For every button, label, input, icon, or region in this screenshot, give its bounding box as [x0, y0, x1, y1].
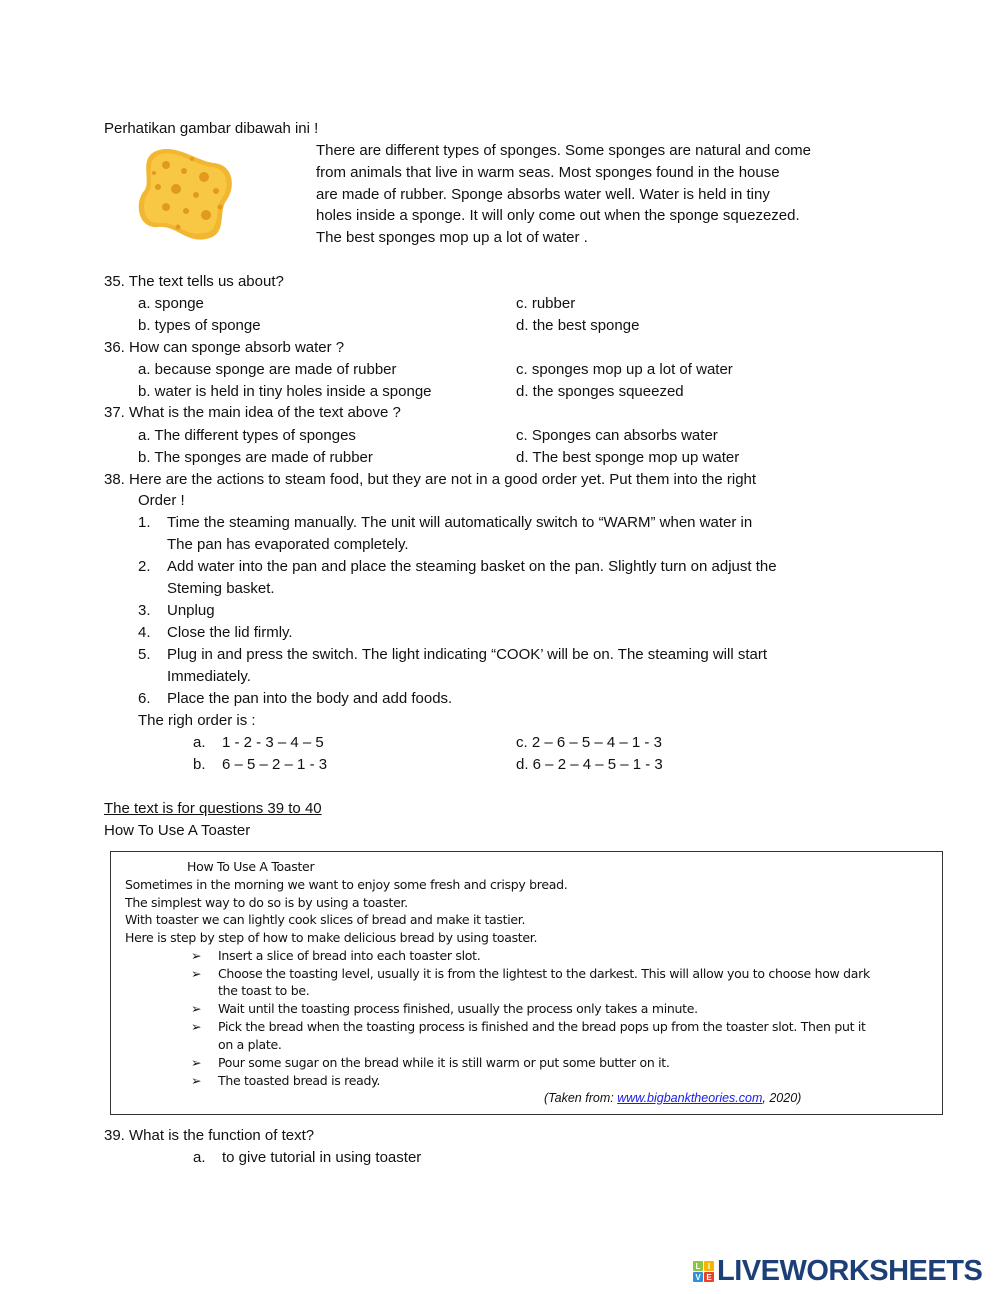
passage-line: There are different types of sponges. Some sponges are natural and come	[316, 142, 812, 159]
step-number: 2.	[138, 558, 151, 575]
step-text: Plug in and press the switch. The light indicating “COOK’ will be on. The steaming will start	[167, 646, 767, 663]
q36-option-d[interactable]: d. the sponges squeezed	[516, 383, 684, 400]
toaster-source	[544, 1090, 801, 1106]
live-tiles-icon	[693, 1261, 714, 1282]
toaster-step: on a plate.	[218, 1037, 282, 1052]
logo-tile: E	[704, 1272, 714, 1282]
step-text: Unplug	[167, 602, 215, 619]
step-text: Add water into the pan and place the steaming basket on the pan. Slightly turn on adjust the	[167, 558, 777, 575]
step-number: 3.	[138, 602, 151, 619]
source-link[interactable]: www.bigbanktheories.com	[617, 1091, 763, 1105]
q36-option-b[interactable]: b. water is held in tiny holes inside a sponge	[138, 383, 432, 400]
q38-option-b-letter[interactable]: b.	[193, 756, 206, 773]
toaster-step: The toasted bread is ready.	[218, 1073, 381, 1088]
toaster-step: Insert a slice of bread into each toaster slot.	[218, 948, 481, 963]
section-note: The text is for questions 39 to 40	[104, 800, 322, 817]
toaster-step: Choose the toasting level, usually it is from the lightest to the darkest. This will allow you to choose how dark	[218, 966, 870, 981]
question-38-cont: Order !	[138, 492, 185, 509]
q38-option-c[interactable]: c. 2 – 6 – 5 – 4 – 1 - 3	[516, 734, 662, 751]
q38-option-a[interactable]: 1 - 2 - 3 – 4 – 5	[222, 734, 324, 751]
q36-option-a[interactable]: a. because sponge are made of rubber	[138, 361, 397, 378]
step-text: Immediately.	[167, 668, 251, 685]
step-text: Close the lid firmly.	[167, 624, 293, 641]
arrow-bullet-icon: ➢	[191, 948, 202, 963]
toaster-step: the toast to be.	[218, 983, 310, 998]
step-text: Place the pan into the body and add foods.	[167, 690, 453, 707]
toaster-step: Pick the bread when the toasting process is finished and the bread pops up from the toaster slot. Then put it	[218, 1019, 866, 1034]
q37-option-d[interactable]: d. The best sponge mop up water	[516, 449, 740, 466]
toaster-title: How To Use A Toaster	[187, 859, 315, 874]
step-number: 6.	[138, 690, 151, 707]
q39-option-a-letter[interactable]: a.	[193, 1149, 206, 1166]
source-suffix: , 2020)	[762, 1091, 802, 1105]
arrow-bullet-icon: ➢	[191, 1019, 202, 1034]
passage-line: are made of rubber. Sponge absorbs water well. Water is held in tiny	[316, 186, 770, 203]
q35-option-a[interactable]: a. sponge	[138, 295, 204, 312]
q38-option-a-letter[interactable]: a.	[193, 734, 206, 751]
q35-option-b[interactable]: b. types of sponge	[138, 317, 261, 334]
toaster-intro-line: Sometimes in the morning we want to enjoy some fresh and crispy bread.	[125, 877, 568, 892]
arrow-bullet-icon: ➢	[191, 1001, 202, 1016]
logo-tile: L	[693, 1261, 703, 1271]
question-35: 35. The text tells us about?	[104, 273, 284, 290]
passage-line: from animals that live in warm seas. Most sponges found in the house	[316, 164, 780, 181]
q36-option-c[interactable]: c. sponges mop up a lot of water	[516, 361, 733, 378]
question-38: 38. Here are the actions to steam food, but they are not in a good order yet. Put them into the right	[104, 471, 757, 488]
intro-text: Perhatikan gambar dibawah ini !	[104, 120, 319, 137]
logo-tile: V	[693, 1272, 703, 1282]
liveworksheets-logo	[693, 1255, 982, 1288]
toaster-text-box	[110, 851, 943, 1115]
logo-text: LIVEWORKSHEETS	[717, 1255, 983, 1287]
order-label: The righ order is :	[138, 712, 256, 729]
arrow-bullet-icon: ➢	[191, 1055, 202, 1070]
q35-option-c[interactable]: c. rubber	[516, 295, 576, 312]
toaster-step: Pour some sugar on the bread while it is still warm or put some butter on it.	[218, 1055, 670, 1070]
toaster-intro-line: The simplest way to do so is by using a toaster.	[125, 895, 408, 910]
q39-option-a[interactable]: to give tutorial in using toaster	[222, 1149, 422, 1166]
step-number: 4.	[138, 624, 151, 641]
step-text: Time the steaming manually. The unit will automatically switch to “WARM” when water in	[167, 514, 753, 531]
q35-option-d[interactable]: d. the best sponge	[516, 317, 640, 334]
toaster-step: Wait until the toasting process finished, usually the process only takes a minute.	[218, 1001, 698, 1016]
section-title: How To Use A Toaster	[104, 822, 251, 839]
passage-line: The best sponges mop up a lot of water .	[316, 229, 588, 246]
arrow-bullet-icon: ➢	[191, 1073, 202, 1088]
question-36: 36. How can sponge absorb water ?	[104, 339, 345, 356]
arrow-bullet-icon: ➢	[191, 966, 202, 981]
q37-option-a[interactable]: a. The different types of sponges	[138, 427, 356, 444]
toaster-intro-line: Here is step by step of how to make delicious bread by using toaster.	[125, 930, 538, 945]
q38-option-d[interactable]: d. 6 – 2 – 4 – 5 – 1 - 3	[516, 756, 663, 773]
step-text: Steming basket.	[167, 580, 275, 597]
question-37: 37. What is the main idea of the text above ?	[104, 404, 401, 421]
step-number: 1.	[138, 514, 151, 531]
q37-option-b[interactable]: b. The sponges are made of rubber	[138, 449, 373, 466]
step-number: 5.	[138, 646, 151, 663]
toaster-intro-line: With toaster we can lightly cook slices of bread and make it tastier.	[125, 912, 526, 927]
q37-option-c[interactable]: c. Sponges can absorbs water	[516, 427, 718, 444]
question-39: 39. What is the function of text?	[104, 1127, 315, 1144]
logo-tile: I	[704, 1261, 714, 1271]
q38-option-b[interactable]: 6 – 5 – 2 – 1 - 3	[222, 756, 328, 773]
passage-line: holes inside a sponge. It will only come out when the sponge squezezed.	[316, 207, 800, 224]
sponge-image	[136, 143, 236, 243]
source-prefix: (Taken from:	[544, 1091, 618, 1105]
step-text: The pan has evaporated completely.	[167, 536, 409, 553]
